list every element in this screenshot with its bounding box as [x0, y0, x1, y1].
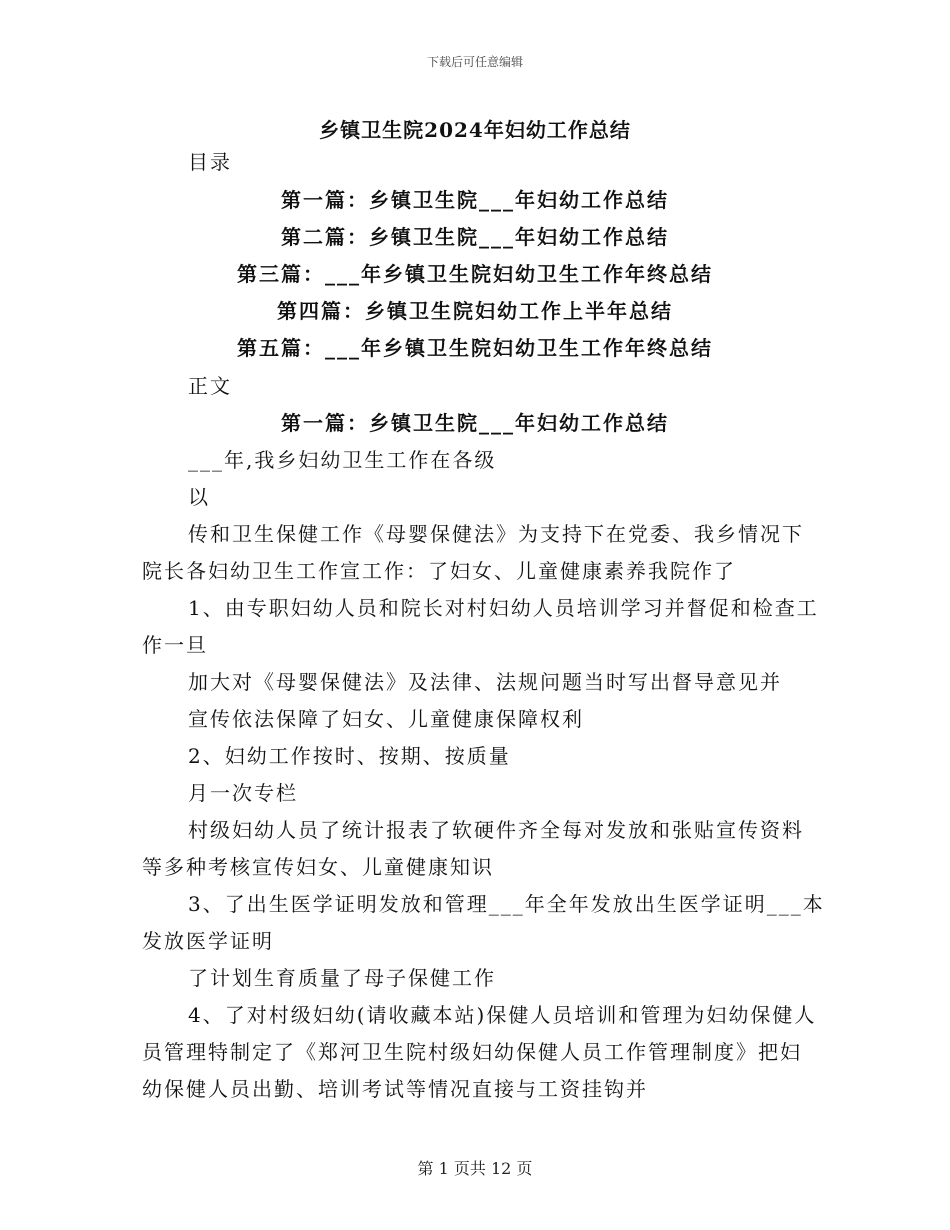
section-heading: 第一篇：乡镇卫生院___年妇幼工作总结	[281, 411, 669, 435]
body-line: 等多种考核宣传妇女、儿童健康知识	[142, 855, 494, 879]
toc-entry: 第二篇：乡镇卫生院___年妇幼工作总结	[281, 225, 669, 249]
body-line: 月一次专栏	[188, 781, 298, 805]
toc-entry: 第三篇：___年乡镇卫生院妇幼卫生工作年终总结	[237, 262, 713, 286]
body-line: 村级妇幼人员了统计报表了软硬件齐全每对发放和张贴宣传资料	[188, 818, 804, 842]
body-line: 1、由专职妇幼人员和院长对村妇幼人员培训学习并督促和检查工	[188, 596, 819, 620]
body-line: 院长各妇幼卫生工作宣工作：了妇女、儿童健康素养我院作了	[142, 559, 736, 583]
toc-entry: 第一篇：乡镇卫生院___年妇幼工作总结	[281, 188, 669, 212]
body-line: 员管理特制定了《郑河卫生院村级妇幼保健人员工作管理制度》把妇	[142, 1040, 802, 1064]
page-footer-number: 第 1 页共 12 页	[417, 1159, 533, 1178]
body-line: 4、了对村级妇幼(请收藏本站)保健人员培训和管理为妇幼保健人	[188, 1003, 817, 1027]
body-line: 作一旦	[142, 633, 208, 657]
body-line: 以	[188, 485, 210, 509]
toc-label: 目录	[188, 150, 232, 174]
body-line: 传和卫生保健工作《母婴保健法》为支持下在党委、我乡情况下	[188, 522, 804, 546]
body-line: 发放医学证明	[142, 929, 274, 953]
body-line: 加大对《母婴保健法》及法律、法规问题当时写出督导意见并	[188, 670, 782, 694]
body-line: 了计划生育质量了母子保健工作	[188, 966, 496, 990]
body-line: 幼保健人员出勤、培训考试等情况直接与工资挂钩并	[142, 1077, 648, 1101]
toc-entry: 第五篇：___年乡镇卫生院妇幼卫生工作年终总结	[237, 336, 713, 360]
document-title: 乡镇卫生院2024年妇幼工作总结	[319, 118, 631, 142]
toc-entry: 第四篇：乡镇卫生院妇幼工作上半年总结	[277, 299, 673, 323]
body-line: 宣传依法保障了妇女、儿童健康保障权利	[188, 707, 584, 731]
page-header-note: 下载后可任意编辑	[426, 55, 523, 69]
body-label: 正文	[188, 374, 232, 398]
body-line: ___年,我乡妇幼卫生工作在各级	[188, 448, 497, 472]
body-line: 2、妇幼工作按时、按期、按质量	[188, 744, 511, 768]
body-line: 3、了出生医学证明发放和管理___年全年发放出生医学证明___本	[188, 892, 825, 916]
